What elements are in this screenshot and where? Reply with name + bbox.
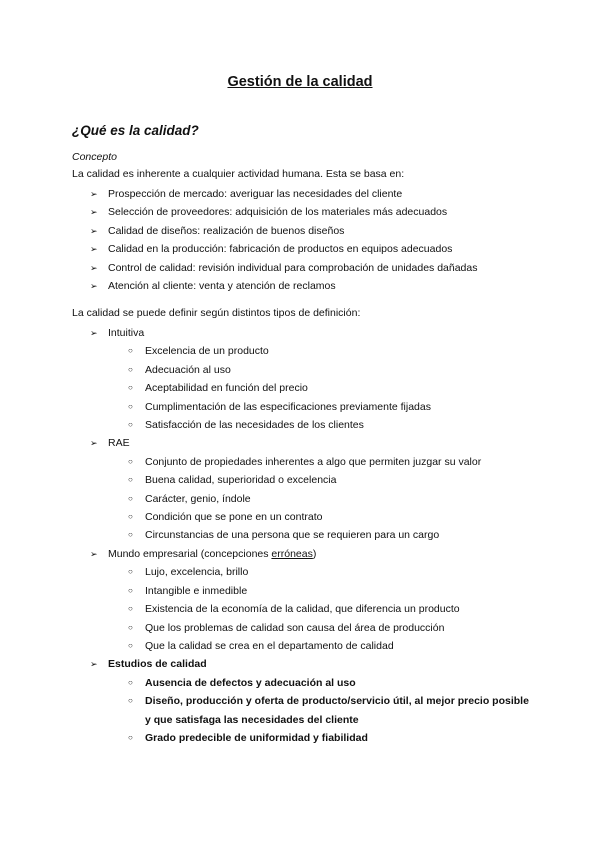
list-item: ➢ Calidad de diseños: realización de buenos diseños <box>90 222 478 240</box>
list-item: ○ Buena calidad, superioridad o excelencia <box>128 471 535 489</box>
list-item: ○ Lujo, excelencia, brillo <box>128 563 535 581</box>
circle-bullet-icon: ○ <box>128 677 133 687</box>
section-heading: ¿Qué es la calidad? <box>72 123 199 138</box>
list-item: ○ Conjunto de propiedades inherentes a algo que permiten juzgar su valor <box>128 453 535 471</box>
circle-bullet-icon: ○ <box>128 493 133 503</box>
circle-bullet-icon: ○ <box>128 364 133 374</box>
circle-bullet-icon: ○ <box>128 585 133 595</box>
intro-paragraph: La calidad es inherente a cualquier actividad humana. Esta se basa en: <box>72 168 405 180</box>
definition-mundo-empresarial: ➢ Mundo empresarial (concepciones erróneas) ○ Lujo, excelencia, brillo ○ Intangible e inmedible ○ Existencia de la economía de la calidad, que diferencia un producto ○ Que los problemas de calidad son causa del área de producción ○ Que la calidad se crea en el departamento de calidad <box>90 545 535 655</box>
definition-rae: ➢ RAE ○ Conjunto de propiedades inherentes a algo que permiten juzgar su valor ○ Buena calidad, superioridad o excelencia ○ Carácter, genio, índole ○ Condición que se pone en un contrato ○ Circunstancias de una persona que se requieren para un cargo <box>90 434 535 544</box>
rae-sublist <box>108 453 535 545</box>
definitions-list <box>90 324 535 747</box>
mundo-empresarial-sublist <box>108 563 535 655</box>
definitions-intro: La calidad se puede definir según distintos tipos de definición: <box>72 307 361 319</box>
arrow-bullet-icon: ➢ <box>90 328 98 338</box>
list-item: ○ Grado predecible de uniformidad y fiabilidad <box>128 729 535 747</box>
list-item: ○ Circunstancias de una persona que se requieren para un cargo <box>128 526 535 544</box>
circle-bullet-icon: ○ <box>128 604 133 614</box>
list-item: ○ Ausencia de defectos y adecuación al uso <box>128 674 535 692</box>
list-item: ○ Carácter, genio, índole <box>128 490 535 508</box>
intuitiva-sublist <box>108 342 535 434</box>
list-item: ➢ Calidad en la producción: fabricación de productos en equipos adecuados <box>90 240 478 258</box>
list-item: ➢ Atención al cliente: venta y atención de reclamos <box>90 277 478 295</box>
list-item: ○ Adecuación al uso <box>128 361 535 379</box>
list-item: ➢ Control de calidad: revisión individual para comprobación de unidades dañadas <box>90 259 478 277</box>
list-item: ○ Que la calidad se crea en el departamento de calidad <box>128 637 535 655</box>
list-item: ○ Que los problemas de calidad son causa del área de producción <box>128 619 535 637</box>
concept-label: Concepto <box>72 151 117 163</box>
circle-bullet-icon: ○ <box>128 475 133 485</box>
definition-estudios-de-calidad: ➢ Estudios de calidad ○ Ausencia de defectos y adecuación al uso ○ Diseño, producción y oferta de producto/servicio útil, al mejor precio posible y que satisfaga las necesidades del cliente ○ Grado predecible de uniformidad y fiabilidad <box>90 655 535 747</box>
list-item: ○ Aceptabilidad en función del precio <box>128 379 535 397</box>
circle-bullet-icon: ○ <box>128 622 133 632</box>
list-item: ○ Existencia de la economía de la calidad, que diferencia un producto <box>128 600 535 618</box>
circle-bullet-icon: ○ <box>128 567 133 577</box>
circle-bullet-icon: ○ <box>128 383 133 393</box>
circle-bullet-icon: ○ <box>128 346 133 356</box>
list-item: ○ Cumplimentación de las especificaciones previamente fijadas <box>128 398 535 416</box>
list-item: ○ Satisfacción de las necesidades de los clientes <box>128 416 535 434</box>
arrow-bullet-icon: ➢ <box>90 438 98 449</box>
estudios-sublist <box>108 674 535 748</box>
arrow-bullet-icon: ➢ <box>90 207 98 218</box>
circle-bullet-icon: ○ <box>128 420 133 430</box>
list-item: ○ Intangible e inmedible <box>128 582 535 600</box>
arrow-bullet-icon: ➢ <box>90 225 98 236</box>
arrow-bullet-icon: ➢ <box>90 262 98 273</box>
circle-bullet-icon: ○ <box>128 512 133 522</box>
arrow-bullet-icon: ➢ <box>90 548 98 559</box>
arrow-bullet-icon: ➢ <box>90 189 98 199</box>
circle-bullet-icon: ○ <box>128 456 133 466</box>
basis-list <box>90 185 478 295</box>
definition-intuitiva: ➢ Intuitiva ○ Excelencia de un producto ○ Adecuación al uso ○ Aceptabilidad en función del precio ○ Cumplimentación de las especificaciones previamente fijadas ○ Satisfacción de las necesidades de los clientes <box>90 324 535 434</box>
list-item: ➢ Prospección de mercado: averiguar las necesidades del cliente <box>90 185 478 203</box>
list-item: ○ Diseño, producción y oferta de producto/servicio útil, al mejor precio posible y que satisfaga las necesidades del cliente <box>128 692 535 729</box>
circle-bullet-icon: ○ <box>128 696 133 706</box>
circle-bullet-icon: ○ <box>128 530 133 540</box>
page-title: Gestión de la calidad <box>227 74 373 90</box>
arrow-bullet-icon: ➢ <box>90 659 98 670</box>
list-item: ○ Excelencia de un producto <box>128 342 535 360</box>
circle-bullet-icon: ○ <box>128 401 133 411</box>
arrow-bullet-icon: ➢ <box>90 281 98 292</box>
list-item: ➢ Selección de proveedores: adquisición de los materiales más adecuados <box>90 203 478 221</box>
list-item: ○ Condición que se pone en un contrato <box>128 508 535 526</box>
arrow-bullet-icon: ➢ <box>90 244 98 255</box>
circle-bullet-icon: ○ <box>128 732 133 742</box>
circle-bullet-icon: ○ <box>128 640 133 650</box>
